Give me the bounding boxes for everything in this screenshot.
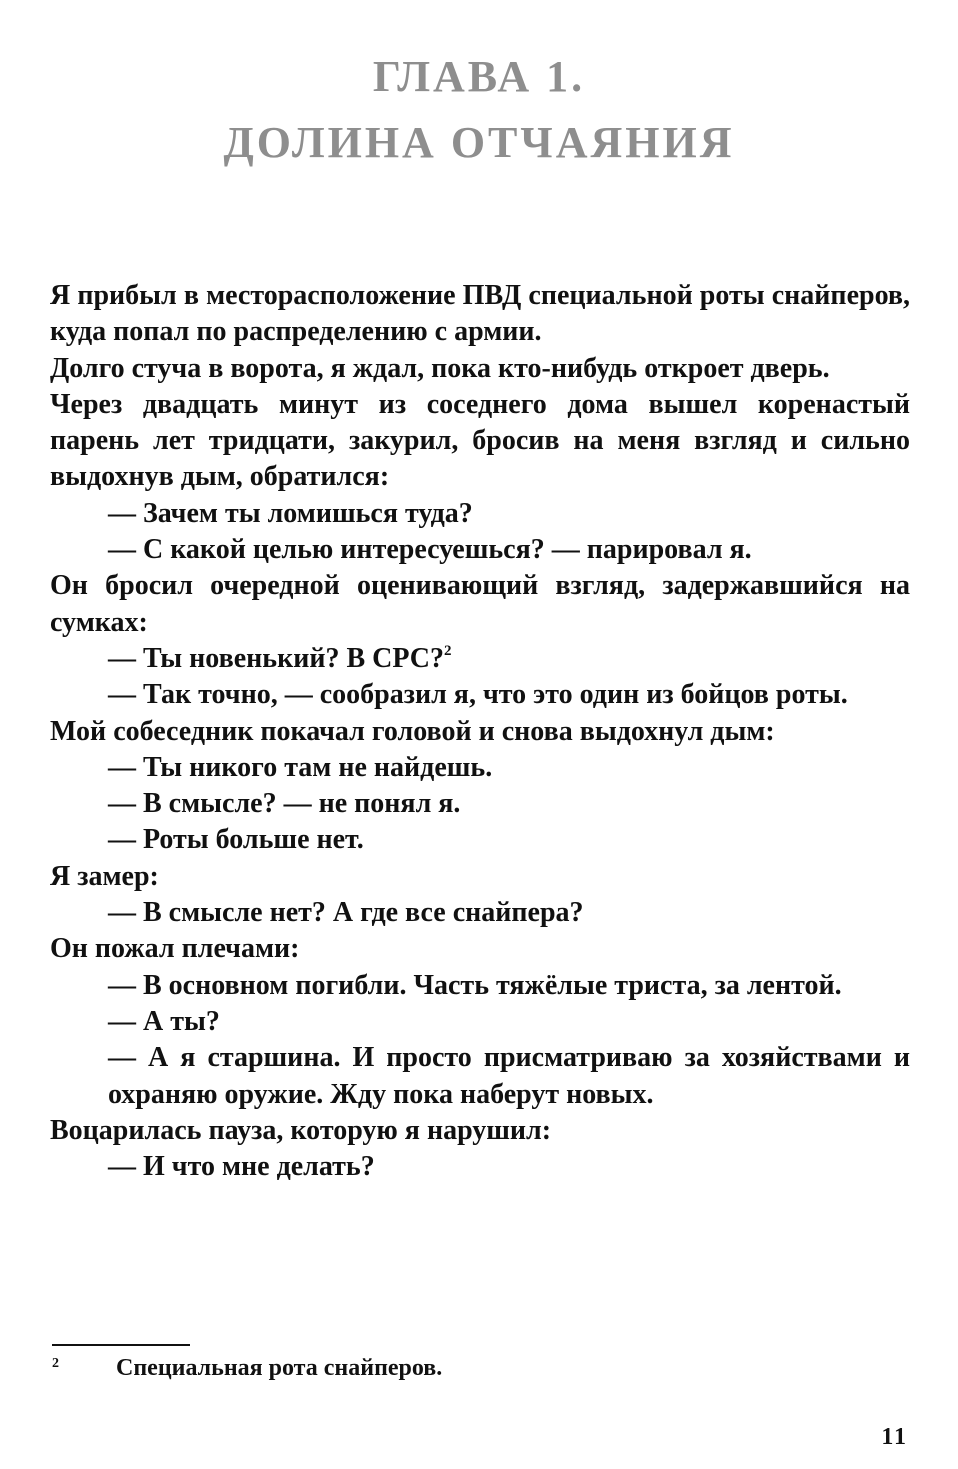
dialogue-line: — В основном погибли. Часть тяжёлые триста, за лентой.	[108, 969, 842, 1001]
dialogue-line: — В смысле нет? А где все снайпера?	[108, 897, 584, 929]
footnote-mark: 2	[52, 1356, 59, 1371]
paragraph: Через двадцать минут из соседнего дома вышел коренастый парень лет тридцати, закурил, бросив на меня взгляд и сильно выдохнув дым, обратился:	[50, 388, 910, 493]
paragraph: Долго стуча в ворота, я ждал, пока кто-нибудь откроет дверь.	[50, 352, 830, 384]
footnote-divider	[52, 1344, 190, 1346]
dialogue-line: — Так точно, — сообразил я, что это один из бойцов роты.	[108, 679, 848, 711]
footnote-text: Специальная рота снайперов.	[116, 1355, 443, 1381]
dialogue-line: — И что мне делать?	[108, 1151, 375, 1183]
paragraph: Воцарилась пауза, которую я нарушил:	[50, 1114, 552, 1146]
dialogue-line: — В смысле? — не понял я.	[108, 788, 461, 820]
paragraph: Он бросил очередной оценивающий взгляд, задержавшийся на сумках:	[50, 570, 910, 638]
body-text	[50, 278, 910, 1185]
chapter-title-line-2: ДОЛИНА ОТЧАЯНИЯ	[223, 118, 735, 167]
paragraph: Я замер:	[50, 860, 159, 892]
dialogue-line-with-footnote	[50, 641, 910, 677]
paragraph: Мой собеседник покачал головой и снова выдохнул дым:	[50, 715, 775, 747]
paragraph: Я прибыл в месторасположение ПВД специальной роты снайперов, куда попал по распределению с армии.	[50, 280, 910, 348]
dialogue-line: — С какой целью интересуешься? — парировал я.	[108, 534, 752, 566]
dialogue-line: — Зачем ты ломишься туда?	[108, 497, 473, 529]
footnote-reference[interactable]: 2	[444, 642, 452, 659]
chapter-title	[0, 44, 958, 176]
dialogue-line: — Роты больше нет.	[108, 824, 364, 856]
dialogue-line: — Ты никого там не найдешь.	[108, 751, 493, 783]
chapter-title-line-1: ГЛАВА 1.	[372, 52, 586, 101]
paragraph: Он пожал плечами:	[50, 933, 300, 965]
dialogue-line: — А я старшина. И просто присматриваю за хозяйствами и охраняю оружие. Жду пока наберут новых.	[108, 1042, 910, 1110]
page-number: 11	[881, 1424, 908, 1450]
dialogue-line: — А ты?	[108, 1005, 220, 1037]
dialogue-text: — Ты новенький? В СРС?	[108, 642, 445, 674]
